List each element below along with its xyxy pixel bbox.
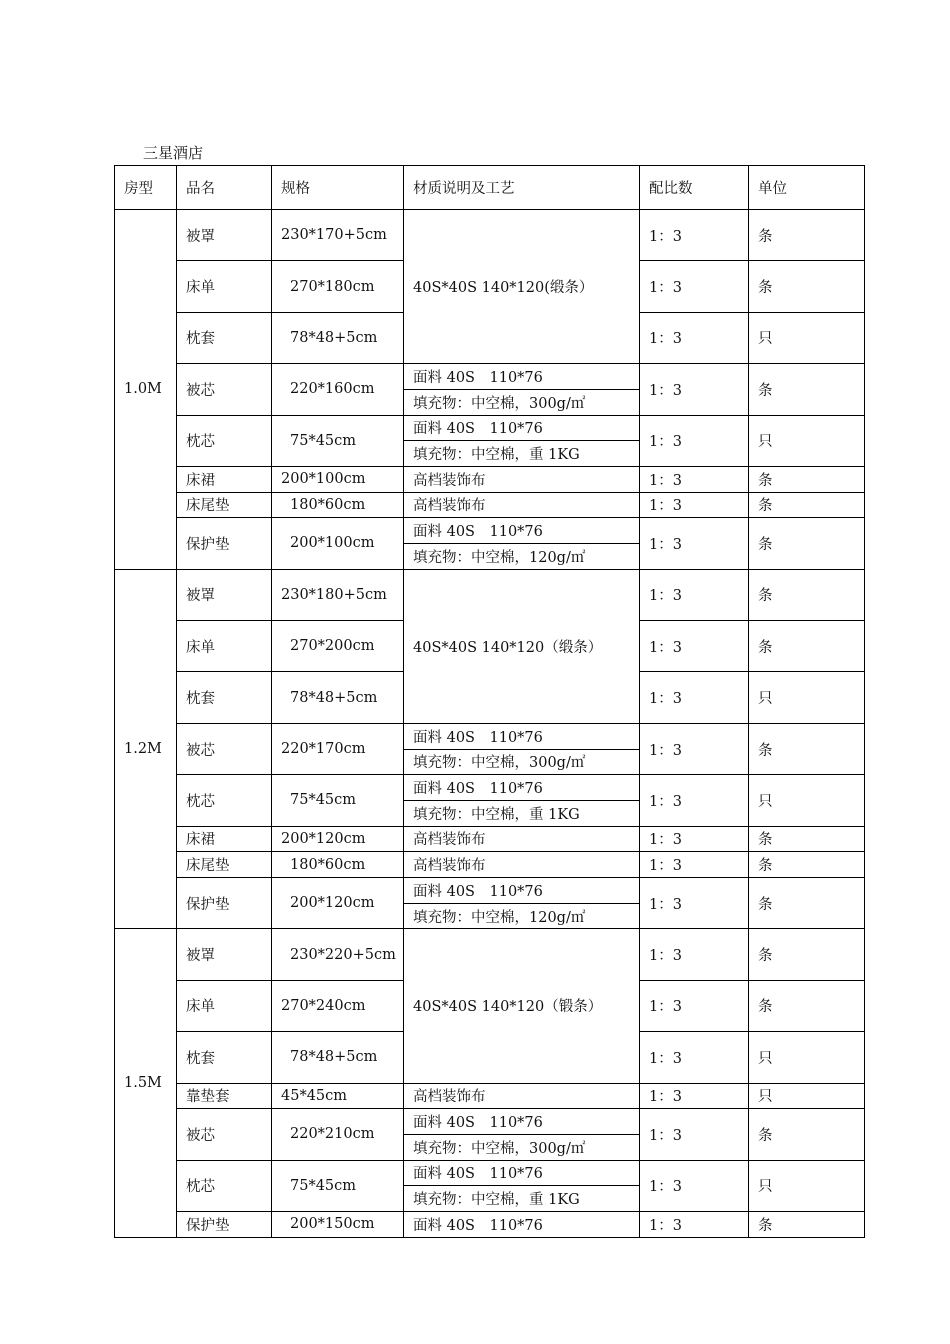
- unit-cell: 条: [749, 569, 865, 620]
- unit-cell: 只: [749, 1032, 865, 1083]
- table-header-row: [115, 166, 865, 210]
- unit-cell: 只: [749, 1083, 865, 1109]
- item-spec-cell: 200*150cm: [272, 1211, 404, 1237]
- ratio-cell: 1：3: [640, 1032, 749, 1083]
- unit-cell: 条: [749, 518, 865, 569]
- material-cell: 面料 40S 110*76: [404, 723, 640, 749]
- unit-cell: 条: [749, 261, 865, 312]
- item-name-cell: 被芯: [177, 1109, 272, 1160]
- unit-cell: 条: [749, 929, 865, 980]
- item-name-cell: 床尾垫: [177, 852, 272, 878]
- ratio-cell: 1：3: [640, 672, 749, 723]
- unit-cell: 条: [749, 364, 865, 415]
- header-item-name: 品名: [177, 166, 272, 210]
- item-spec-cell: 270*180cm: [272, 261, 404, 312]
- ratio-cell: 1：3: [640, 210, 749, 261]
- ratio-cell: 1：3: [640, 569, 749, 620]
- item-spec-cell: 75*45cm: [272, 775, 404, 826]
- item-spec-cell: 200*120cm: [272, 826, 404, 852]
- item-name-cell: 枕套: [177, 1032, 272, 1083]
- item-spec-cell: 230*220+5cm: [272, 929, 404, 980]
- unit-cell: 只: [749, 415, 865, 466]
- table-row: [115, 569, 865, 620]
- material-cell-line2: 填充物：中空棉，300g/㎡: [404, 1134, 640, 1160]
- item-name-cell: 被罩: [177, 210, 272, 261]
- item-name-cell: 床单: [177, 261, 272, 312]
- header-room-type: 房型: [115, 166, 177, 210]
- item-name-cell: 床裙: [177, 466, 272, 492]
- item-spec-cell: 230*170+5cm: [272, 210, 404, 261]
- room-type-cell: 1.5M: [115, 929, 177, 1237]
- ratio-cell: 1：3: [640, 1160, 749, 1211]
- ratio-cell: 1：3: [640, 1109, 749, 1160]
- item-name-cell: 枕芯: [177, 775, 272, 826]
- material-cell: 高档装饰布: [404, 1083, 640, 1109]
- item-name-cell: 被芯: [177, 364, 272, 415]
- table-row: [115, 775, 865, 801]
- unit-cell: 条: [749, 723, 865, 774]
- table-row: [115, 492, 865, 518]
- ratio-cell: 1：3: [640, 621, 749, 672]
- item-spec-cell: 220*160cm: [272, 364, 404, 415]
- unit-cell: 条: [749, 826, 865, 852]
- unit-cell: 条: [749, 492, 865, 518]
- material-cell: 高档装饰布: [404, 492, 640, 518]
- table-row: [115, 723, 865, 749]
- item-spec-cell: 45*45cm: [272, 1083, 404, 1109]
- bedding-spec-table: [114, 165, 865, 1238]
- item-spec-cell: 270*200cm: [272, 621, 404, 672]
- ratio-cell: 1：3: [640, 1211, 749, 1237]
- header-spec: 规格: [272, 166, 404, 210]
- document-title: 三星酒店: [143, 144, 204, 162]
- ratio-cell: 1：3: [640, 775, 749, 826]
- unit-cell: 条: [749, 210, 865, 261]
- material-cell-shared: 40S*40S 140*120(缎条）: [404, 210, 640, 364]
- material-cell-line2: 填充物：中空棉，300g/㎡: [404, 749, 640, 775]
- item-name-cell: 床裙: [177, 826, 272, 852]
- unit-cell: 条: [749, 1211, 865, 1237]
- room-type-cell: 1.0M: [115, 210, 177, 570]
- material-cell-line2: 填充物：中空棉，120g/㎡: [404, 543, 640, 569]
- item-name-cell: 保护垫: [177, 1211, 272, 1237]
- table-row: [115, 415, 865, 441]
- table-row: [115, 1211, 865, 1237]
- table-row: [115, 1109, 865, 1135]
- item-spec-cell: 200*120cm: [272, 877, 404, 928]
- ratio-cell: 1：3: [640, 852, 749, 878]
- unit-cell: 条: [749, 466, 865, 492]
- material-cell-line2: 填充物：中空棉，120g/㎡: [404, 903, 640, 929]
- ratio-cell: 1：3: [640, 261, 749, 312]
- material-cell: 面料 40S 110*76: [404, 1109, 640, 1135]
- item-spec-cell: 200*100cm: [272, 518, 404, 569]
- item-name-cell: 枕芯: [177, 1160, 272, 1211]
- table-row: [115, 852, 865, 878]
- ratio-cell: 1：3: [640, 518, 749, 569]
- item-spec-cell: 78*48+5cm: [272, 672, 404, 723]
- ratio-cell: 1：3: [640, 415, 749, 466]
- ratio-cell: 1：3: [640, 466, 749, 492]
- item-spec-cell: 220*210cm: [272, 1109, 404, 1160]
- material-cell: 面料 40S 110*76: [404, 518, 640, 544]
- table-row: [115, 466, 865, 492]
- material-cell-line2: 填充物：中空棉，重 1KG: [404, 800, 640, 826]
- item-spec-cell: 220*170cm: [272, 723, 404, 774]
- item-name-cell: 靠垫套: [177, 1083, 272, 1109]
- ratio-cell: 1：3: [640, 312, 749, 363]
- material-cell-line2: 填充物：中空棉，300g/㎡: [404, 389, 640, 415]
- material-cell-line2: 填充物：中空棉，重 1KG: [404, 1186, 640, 1212]
- ratio-cell: 1：3: [640, 1083, 749, 1109]
- material-cell: 高档装饰布: [404, 466, 640, 492]
- item-name-cell: 床单: [177, 621, 272, 672]
- material-cell-shared: 40S*40S 140*120（锻条）: [404, 929, 640, 1083]
- table-row: [115, 929, 865, 980]
- unit-cell: 条: [749, 852, 865, 878]
- item-spec-cell: 180*60cm: [272, 852, 404, 878]
- material-cell-shared: 40S*40S 140*120（缎条）: [404, 569, 640, 723]
- material-cell: 面料 40S 110*76: [404, 775, 640, 801]
- unit-cell: 只: [749, 1160, 865, 1211]
- item-name-cell: 枕套: [177, 672, 272, 723]
- table-row: [115, 364, 865, 390]
- item-name-cell: 保护垫: [177, 518, 272, 569]
- ratio-cell: 1：3: [640, 877, 749, 928]
- unit-cell: 只: [749, 672, 865, 723]
- material-cell: 高档装饰布: [404, 826, 640, 852]
- item-spec-cell: 200*100cm: [272, 466, 404, 492]
- unit-cell: 条: [749, 621, 865, 672]
- ratio-cell: 1：3: [640, 826, 749, 852]
- material-cell: 面料 40S 110*76: [404, 877, 640, 903]
- header-material: 材质说明及工艺: [404, 166, 640, 210]
- ratio-cell: 1：3: [640, 980, 749, 1031]
- material-cell: 面料 40S 110*76: [404, 1160, 640, 1186]
- unit-cell: 只: [749, 312, 865, 363]
- ratio-cell: 1：3: [640, 723, 749, 774]
- item-name-cell: 床尾垫: [177, 492, 272, 518]
- table-row: [115, 518, 865, 544]
- item-spec-cell: 75*45cm: [272, 1160, 404, 1211]
- item-spec-cell: 230*180+5cm: [272, 569, 404, 620]
- item-spec-cell: 78*48+5cm: [272, 312, 404, 363]
- material-cell: 面料 40S 110*76: [404, 415, 640, 441]
- unit-cell: 条: [749, 1109, 865, 1160]
- item-name-cell: 被罩: [177, 929, 272, 980]
- material-cell: 面料 40S 110*76: [404, 364, 640, 390]
- material-cell: 高档装饰布: [404, 852, 640, 878]
- ratio-cell: 1：3: [640, 929, 749, 980]
- table-row: [115, 826, 865, 852]
- table-row: [115, 1083, 865, 1109]
- header-ratio: 配比数: [640, 166, 749, 210]
- table-row: [115, 210, 865, 261]
- table-row: [115, 877, 865, 903]
- item-name-cell: 枕套: [177, 312, 272, 363]
- material-cell: 面料 40S 110*76: [404, 1211, 640, 1237]
- room-type-cell: 1.2M: [115, 569, 177, 929]
- item-name-cell: 床单: [177, 980, 272, 1031]
- item-spec-cell: 75*45cm: [272, 415, 404, 466]
- unit-cell: 条: [749, 877, 865, 928]
- item-spec-cell: 180*60cm: [272, 492, 404, 518]
- table-row: [115, 1160, 865, 1186]
- item-name-cell: 被罩: [177, 569, 272, 620]
- item-spec-cell: 78*48+5cm: [272, 1032, 404, 1083]
- unit-cell: 只: [749, 775, 865, 826]
- item-name-cell: 保护垫: [177, 877, 272, 928]
- item-name-cell: 被芯: [177, 723, 272, 774]
- material-cell-line2: 填充物：中空棉，重 1KG: [404, 441, 640, 467]
- unit-cell: 条: [749, 980, 865, 1031]
- item-name-cell: 枕芯: [177, 415, 272, 466]
- header-unit: 单位: [749, 166, 865, 210]
- ratio-cell: 1：3: [640, 364, 749, 415]
- item-spec-cell: 270*240cm: [272, 980, 404, 1031]
- ratio-cell: 1：3: [640, 492, 749, 518]
